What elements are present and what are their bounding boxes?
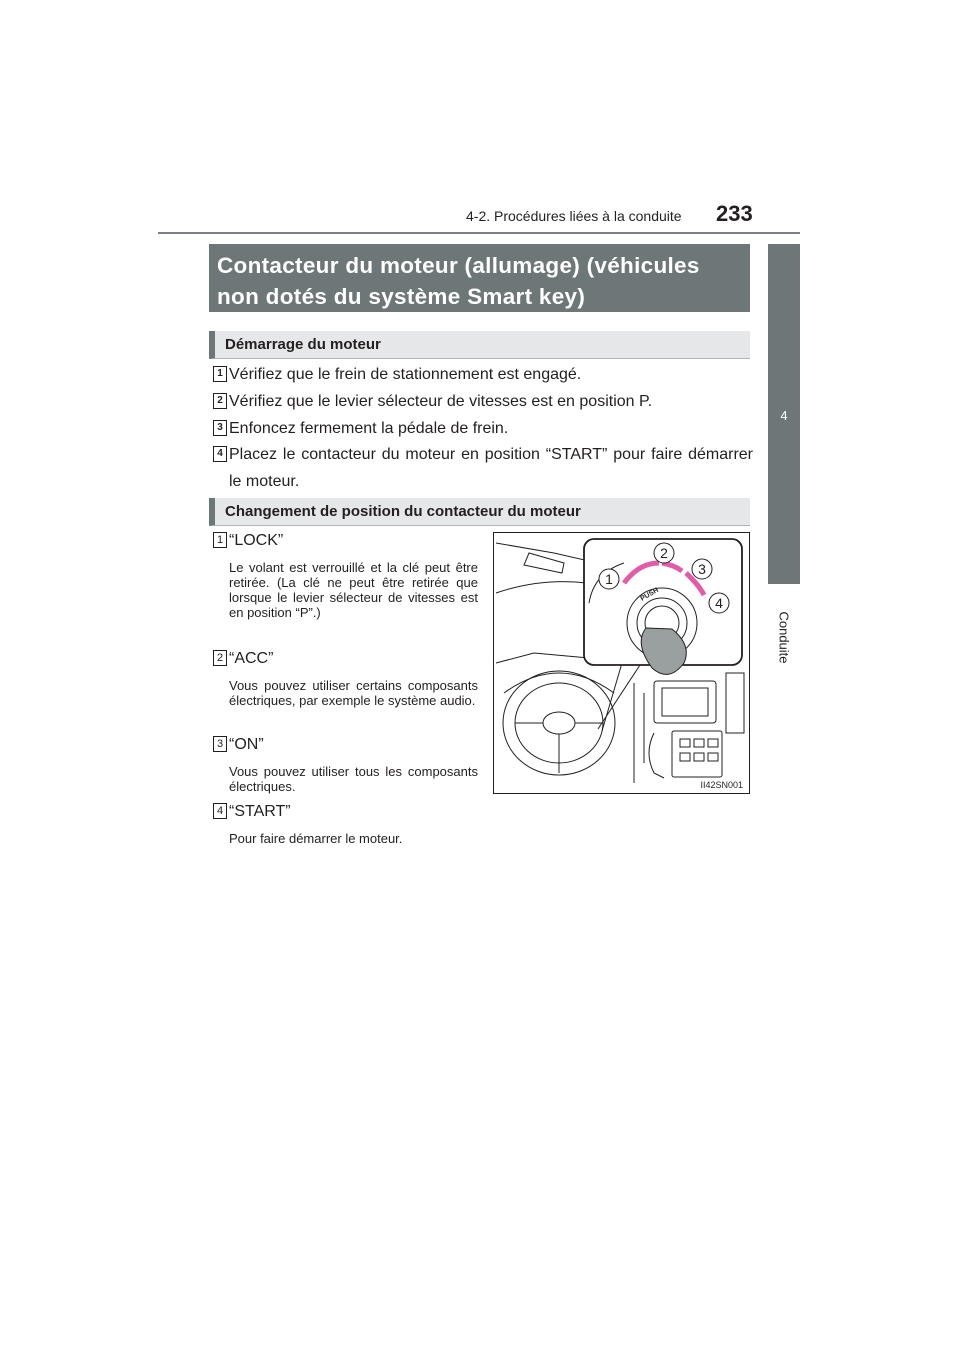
- step-text: Placez le contacteur du moteur en position “START” pour faire démarrer le moteur.: [229, 446, 753, 490]
- item-description: Le volant est verrouillé et la clé peut être retirée. (La clé ne peut être retirée que lorsque le levier sélecteur de vitesses est en position “P”.): [229, 560, 478, 620]
- step-text: Vérifiez que le levier sélecteur de vitesses est en position P.: [229, 393, 653, 410]
- page-number: 233: [716, 201, 753, 226]
- section-heading-positions: Changement de position du contacteur du moteur: [209, 498, 750, 526]
- callout-1-label: 1: [605, 571, 613, 587]
- push-label: PUSH: [639, 586, 660, 603]
- item-description: Pour faire démarrer le moteur.: [229, 831, 403, 846]
- item-title: “LOCK”: [229, 532, 284, 549]
- ignition-switch-illustration: [493, 532, 750, 794]
- chapter-label: Conduite: [776, 611, 792, 664]
- position-item-lock: [213, 530, 478, 620]
- item-title: “START”: [229, 803, 291, 820]
- item-title: “ON”: [229, 736, 264, 753]
- step-4: [213, 441, 753, 495]
- position-item-acc: [213, 648, 478, 708]
- page-title-line1: Contacteur du moteur (allumage) (véhicules: [217, 253, 700, 278]
- callout-4-label: 4: [715, 595, 723, 611]
- center-display: [654, 681, 716, 723]
- item-title: “ACC”: [229, 650, 274, 667]
- step-3: [213, 415, 753, 442]
- item-description: Vous pouvez utiliser certains composants électriques, par exemple le système audio.: [229, 678, 478, 708]
- header-section-title: 4-2. Procédures liées à la conduite: [466, 208, 682, 224]
- callout-3-label: 3: [698, 561, 706, 577]
- step-1: [213, 361, 753, 388]
- figure-code: II42SN001: [700, 780, 743, 790]
- chapter-number: 4: [780, 408, 788, 423]
- step-number: 1: [213, 366, 227, 382]
- callout-2-label: 2: [660, 545, 668, 561]
- item-description: Vous pouvez utiliser tous les composants électriques.: [229, 764, 478, 794]
- mirror-shape: [524, 553, 564, 573]
- step-number: 2: [213, 393, 227, 409]
- step-number: 3: [213, 420, 227, 436]
- step-2: [213, 388, 753, 415]
- step-number: 4: [213, 446, 227, 462]
- step-text: Vérifiez que le frein de stationnement est engagé.: [229, 366, 582, 383]
- step-text: Enfoncez fermement la pédale de frein.: [229, 420, 509, 437]
- page-title-line2: non dotés du système Smart key): [217, 284, 586, 309]
- item-number: 2: [213, 650, 227, 666]
- header-divider: [158, 232, 800, 234]
- position-item-start: [213, 801, 478, 846]
- page-title: [209, 244, 750, 312]
- position-item-on: [213, 734, 478, 794]
- item-number: 4: [213, 803, 227, 819]
- item-number: 1: [213, 532, 227, 548]
- section-heading-start: Démarrage du moteur: [209, 331, 750, 359]
- item-number: 3: [213, 736, 227, 752]
- dashboard-drawing: [494, 533, 750, 794]
